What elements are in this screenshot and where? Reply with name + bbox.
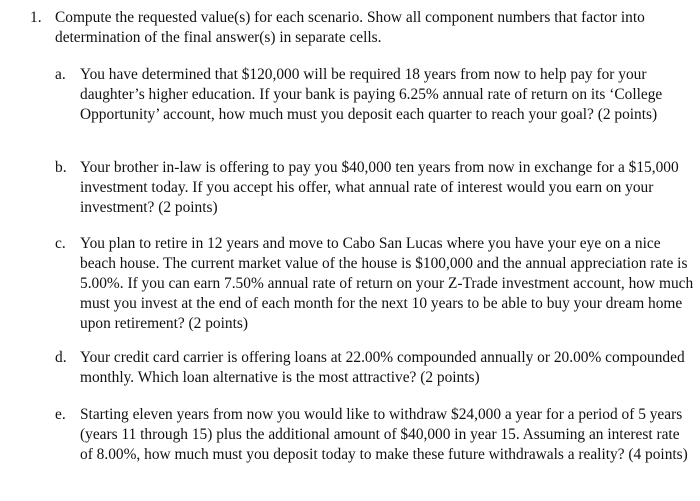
- part-d-text: Your credit card carrier is offering loans at 22.00% compounded annually or 20.00% compounded monthly. Which loan alternative is the most attractive? (2 points): [80, 349, 685, 386]
- part-a-text: You have determined that $120,000 will be required 18 years from now to help pay for your daughter’s higher education. If your bank is paying 6.25% annual rate of return on its ‘College Opportunity’ account, how much must you deposit each quarter to reach your goal? (2 points): [80, 66, 663, 123]
- question-instructions: Compute the requested value(s) for each scenario. Show all component numbers that factor into determination of the final answer(s) in separate cells.: [55, 9, 645, 46]
- question-number: 1.: [30, 9, 42, 26]
- part-b-text: Your brother in-law is offering to pay you $40,000 ten years from now in exchange for a $15,000 investment today. If you accept his offer, what annual rate of interest would you earn on your investment? (2 points): [80, 159, 679, 216]
- part-a-letter: a.: [55, 66, 66, 83]
- part-d-letter: d.: [55, 349, 67, 366]
- part-e-letter: e.: [55, 406, 66, 423]
- part-e-text: Starting eleven years from now you would like to withdraw $24,000 a year for a period of 5 years (years 11 through 15) plus the additional amount of $40,000 in year 15. Assuming an interest rate of 8.00%, how much must you deposit today to make these future withdrawals a reality? (4 points): [80, 406, 688, 463]
- part-c-text: You plan to retire in 12 years and move to Cabo San Lucas where you have your eye on a nice beach house. The current market value of the house is $100,000 and the annual appreciation rate is 5.00%. If you can earn 7.50% annual rate of return on your Z-Trade investment account, how much must you invest at the end of each month for the next 10 years to be able to buy your dream home upon retirement? (2 points): [80, 235, 694, 332]
- part-b-letter: b.: [55, 159, 67, 176]
- part-c-letter: c.: [55, 235, 66, 252]
